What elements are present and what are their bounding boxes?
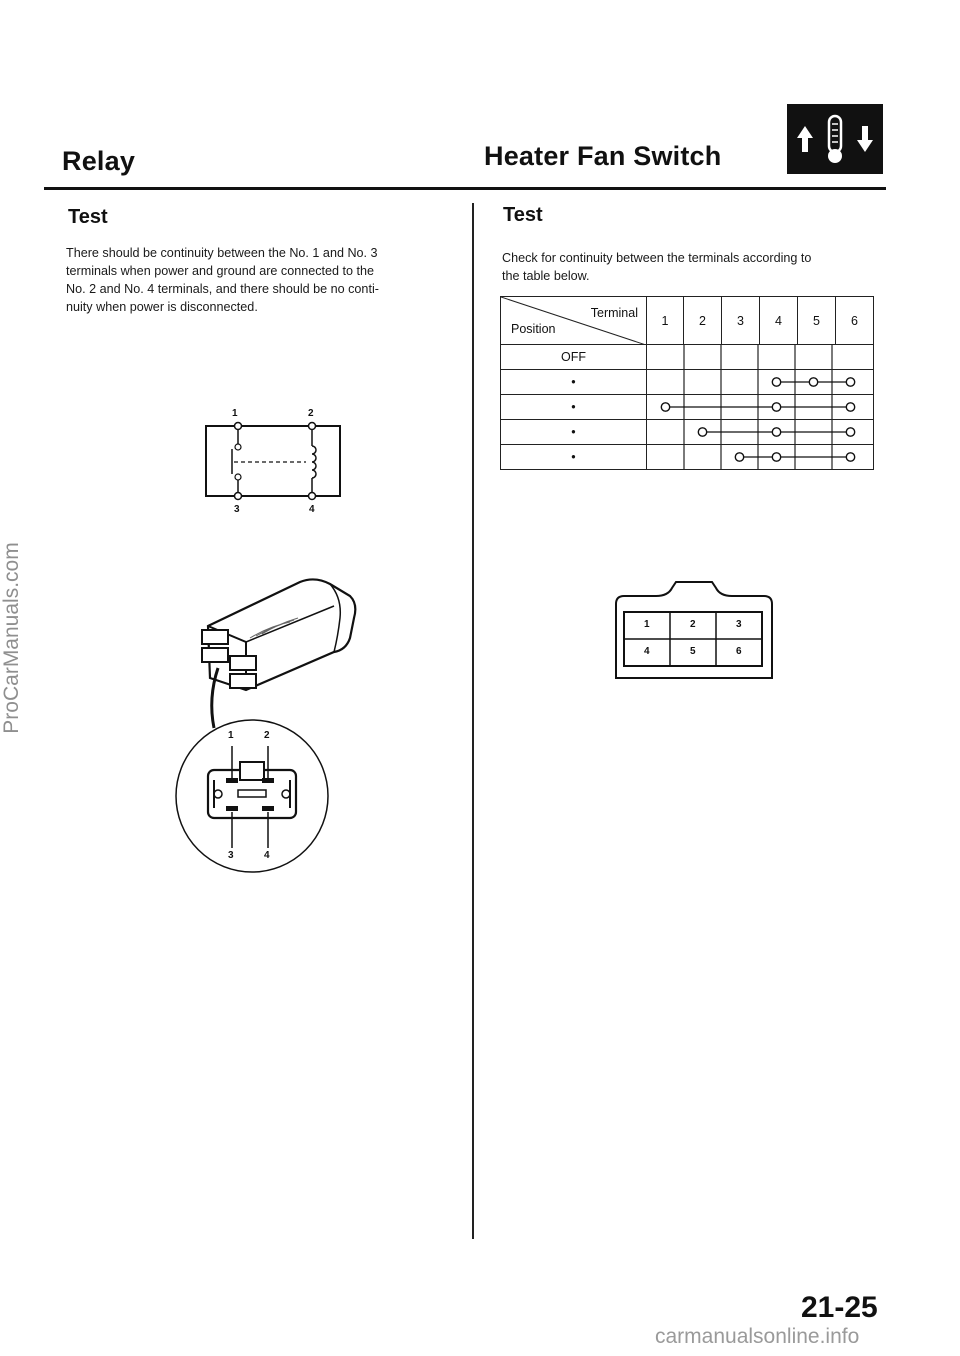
heater-fan-switch-title: Heater Fan Switch (484, 141, 722, 171)
column-divider (472, 203, 474, 1239)
terminal-header: 3 (722, 297, 760, 345)
table-row (501, 445, 874, 470)
relay-test-description: There should be continuity between the No. 1 and No. 3 terminals when power and ground are connected to the No. 2 and No. 4 terminals, and there should be no conti- nuity when power is disconnected. (66, 246, 379, 314)
side-watermark: ProCarManuals.com (0, 542, 23, 734)
fan-switch-test-heading: Test (503, 204, 543, 226)
position-label: • (501, 445, 647, 470)
table-corner-header (501, 297, 647, 345)
continuity-cells (647, 345, 874, 370)
corner-terminal-label: Terminal (590, 306, 638, 320)
page-number: 21-25 (801, 1291, 878, 1324)
corner-position-label: Position (511, 322, 556, 336)
continuity-row-graphic (647, 345, 869, 369)
relay-body-illustration (190, 578, 360, 738)
connector-label-3: 3 (228, 850, 234, 861)
continuity-row-graphic (647, 420, 869, 444)
fan-connector-label-6: 6 (736, 646, 742, 657)
terminal-connection-marker (772, 403, 780, 411)
continuity-cells (647, 445, 874, 470)
fan-connector-label-5: 5 (690, 646, 696, 657)
continuity-table (500, 296, 874, 470)
terminal-header: 6 (836, 297, 874, 345)
terminal-connection-marker (846, 403, 854, 411)
terminal-connection-marker (846, 378, 854, 386)
terminal-connection-marker (846, 453, 854, 461)
bottom-watermark: carmanualsonline.info (655, 1325, 860, 1348)
table-row (501, 370, 874, 395)
relay-schematic (196, 404, 346, 524)
terminal-connection-marker (772, 428, 780, 436)
position-label: • (501, 420, 647, 445)
schematic-label-3: 3 (234, 504, 240, 515)
terminal-connection-marker (772, 378, 780, 386)
heater-fan-icon (787, 104, 883, 174)
terminal-connection-marker (772, 453, 780, 461)
relay-test-heading: Test (68, 206, 108, 228)
position-label: • (501, 395, 647, 420)
connector-label-2: 2 (264, 730, 270, 741)
terminal-header: 2 (684, 297, 722, 345)
fan-connector-label-2: 2 (690, 619, 696, 630)
terminal-connection-marker (735, 453, 743, 461)
fan-switch-connector (612, 578, 780, 684)
continuity-row-graphic (647, 445, 869, 469)
relay-title: Relay (62, 146, 136, 176)
terminal-header: 4 (760, 297, 798, 345)
relay-connector-view (172, 716, 332, 876)
table-row (501, 345, 874, 370)
table-row (501, 395, 874, 420)
connector-label-1: 1 (228, 730, 234, 741)
position-label: OFF (501, 345, 647, 370)
continuity-row-graphic (647, 370, 869, 394)
terminal-connection-marker (698, 428, 706, 436)
continuity-cells (647, 395, 874, 420)
fan-connector-label-1: 1 (644, 619, 650, 630)
schematic-label-1: 1 (232, 408, 238, 419)
terminal-connection-marker (661, 403, 669, 411)
schematic-label-2: 2 (308, 408, 314, 419)
table-row (501, 420, 874, 445)
terminal-connection-marker (846, 428, 854, 436)
continuity-cells (647, 420, 874, 445)
schematic-label-4: 4 (309, 504, 315, 515)
fan-switch-test-description: Check for continuity between the terminals according to the table below. (502, 251, 812, 283)
position-label: • (501, 370, 647, 395)
continuity-cells (647, 370, 874, 395)
fan-connector-label-4: 4 (644, 646, 650, 657)
terminal-header: 1 (647, 297, 684, 345)
connector-label-4: 4 (264, 850, 270, 861)
fan-connector-label-3: 3 (736, 619, 742, 630)
terminal-connection-marker (809, 378, 817, 386)
header-rule (44, 187, 886, 190)
terminal-header: 5 (798, 297, 836, 345)
continuity-row-graphic (647, 395, 869, 419)
